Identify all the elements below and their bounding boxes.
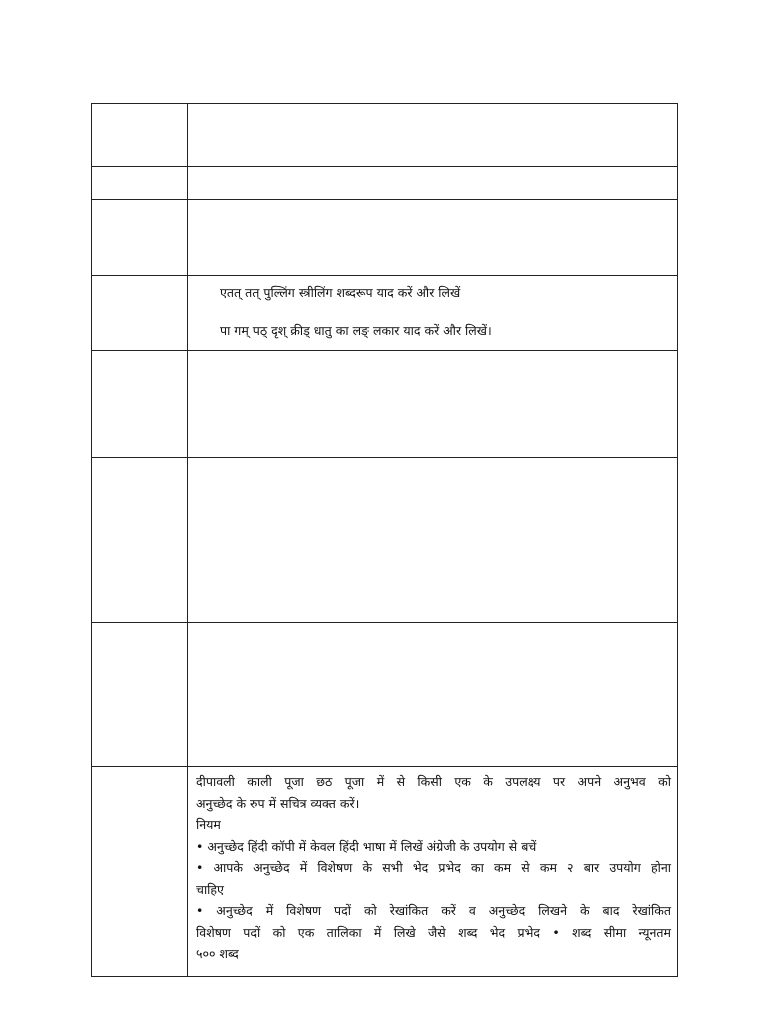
homework-cell (188, 276, 678, 351)
table-cell (92, 200, 188, 276)
table-cell (92, 276, 188, 351)
table-cell (92, 167, 188, 200)
table-cell (188, 200, 678, 276)
table-row (92, 623, 678, 767)
table-cell (92, 623, 188, 767)
rules-heading: नियम (196, 817, 221, 832)
table-row (92, 351, 678, 458)
table-row (92, 276, 678, 351)
table-row (92, 167, 678, 200)
table-row (92, 104, 678, 167)
rule-1: • अनुच्छेद हिंदी कॉपी में केवल हिंदी भाषा में लिखें अंग्रेजी के उपयोग से बचें (196, 838, 537, 854)
table-row (92, 458, 678, 623)
task-block (188, 767, 677, 965)
table-cell (188, 458, 678, 623)
worksheet-table (91, 103, 678, 977)
table-cell (188, 167, 678, 200)
task-intro-line1: दीपावली काली पूजा छठ पूजा में से किसी एक के उपलक्ष्य पर अपने अनुभव को (196, 774, 671, 789)
rule-3-line1: • अनुच्छेद में विशेषण पदों को रेखांकित करें व अनुच्छेद लिखने के बाद रेखांकित (196, 903, 671, 918)
rule-3-line2: विशेषण पदों को एक तालिका में लिखे जैसे शब्द भेद प्रभेद • शब्द सीमा न्यूनतम (196, 924, 671, 940)
homework-line-dhatu: पा गम् पठ् दृश् क्रीड् धातु का लङ् लकार याद करें और लिखें। (220, 323, 492, 338)
table-row (92, 200, 678, 276)
table-cell (92, 458, 188, 623)
table-cell (188, 104, 678, 167)
table-row (92, 767, 678, 977)
homework-line-shabdroop: एतत् तत् पुल्लिंग स्त्रीलिंग शब्दरूप याद करें और लिखें (220, 285, 461, 300)
rule-3-line3: ५०० शब्द (196, 946, 239, 961)
task-cell (188, 767, 678, 977)
rule-2-line1: • आपके अनुच्छेद में विशेषण के सभी भेद प्रभेद का कम से कम २ बार उपयोग होना (196, 860, 671, 875)
task-intro-line2: अनुच्छेद के रुप में सचित्र व्यक्त करें। (196, 795, 360, 811)
table-cell (92, 104, 188, 167)
table-cell (188, 351, 678, 458)
rule-2-line2: चाहिए (196, 881, 224, 897)
table-cell (92, 351, 188, 458)
table-cell (188, 623, 678, 767)
table-cell (92, 767, 188, 977)
